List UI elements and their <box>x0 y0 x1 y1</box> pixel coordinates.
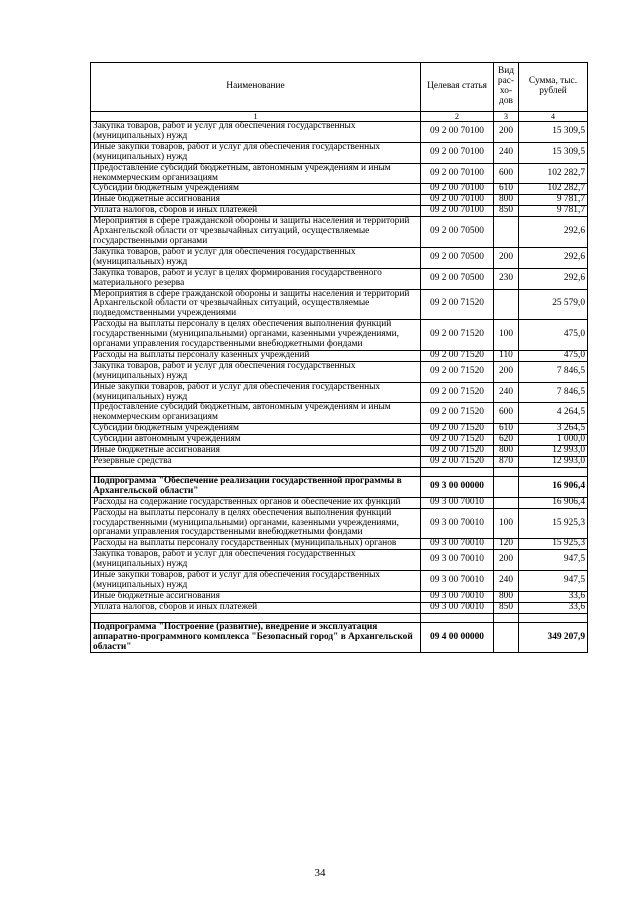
row-name: Предоставление субсидий бюджетным, автономным учреждениям и иным некоммерческим организациям <box>91 163 421 184</box>
row-code: 09 3 00 70010 <box>421 539 494 550</box>
row-name: Иные закупки товаров, работ и услуг для обеспечения государственных (муниципальных) нужд <box>91 382 421 403</box>
row-type: 600 <box>494 163 519 184</box>
row-code: 09 2 00 71520 <box>421 289 494 320</box>
table-row <box>91 361 588 382</box>
row-sum: 475,0 <box>519 320 588 351</box>
table-row <box>91 350 588 361</box>
header-name: Наименование <box>91 63 421 112</box>
column-number: 3 <box>494 112 519 122</box>
row-code: 09 2 00 71520 <box>421 403 494 424</box>
row-code: 09 2 00 70100 <box>421 122 494 143</box>
table-row <box>91 320 588 351</box>
budget-table <box>90 62 588 653</box>
row-type: 620 <box>494 435 519 446</box>
column-number: 4 <box>519 112 588 122</box>
row-sum: 12 993,0 <box>519 446 588 457</box>
row-name: Субсидии автономным учреждениям <box>91 435 421 446</box>
row-code: 09 2 00 70500 <box>421 268 494 289</box>
table-row <box>91 613 588 622</box>
table-row <box>91 497 588 508</box>
row-name: Закупка товаров, работ и услуг в целях формирования государственного материального резерва <box>91 268 421 289</box>
row-code: 09 3 00 70010 <box>421 550 494 571</box>
row-type: 100 <box>494 320 519 351</box>
row-sum <box>519 467 588 476</box>
header-sum: Сумма, тыс. рублей <box>519 63 588 112</box>
row-code: 09 3 00 70010 <box>421 497 494 508</box>
column-number: 1 <box>91 112 421 122</box>
row-type: 800 <box>494 446 519 457</box>
row-name: Предоставление субсидий бюджетным, автономным учреждениям и иным некоммерческим организациям <box>91 403 421 424</box>
table-row <box>91 268 588 289</box>
table-row <box>91 622 588 653</box>
row-type: 850 <box>494 602 519 613</box>
row-type: 200 <box>494 247 519 268</box>
row-type <box>494 289 519 320</box>
table-row <box>91 403 588 424</box>
row-sum: 7 846,5 <box>519 361 588 382</box>
table-row <box>91 217 588 248</box>
row-sum: 16 906,4 <box>519 497 588 508</box>
row-type <box>494 217 519 248</box>
row-type: 240 <box>494 382 519 403</box>
row-type <box>494 622 519 653</box>
table-row <box>91 435 588 446</box>
table-row <box>91 382 588 403</box>
row-sum: 349 207,9 <box>519 622 588 653</box>
row-code <box>421 467 494 476</box>
row-type: 600 <box>494 403 519 424</box>
row-sum: 25 579,0 <box>519 289 588 320</box>
row-sum: 947,5 <box>519 550 588 571</box>
row-name: Расходы на выплаты персоналу в целях обеспечения выполнения функций государственными (муниципальными) органами, казенными учреждениями, органами управления государственными внебюджетными фондами <box>91 320 421 351</box>
row-sum: 15 925,3 <box>519 539 588 550</box>
row-code: 09 2 00 71520 <box>421 361 494 382</box>
row-name: Расходы на выплаты персоналу государственных (муниципальных) органов <box>91 539 421 550</box>
row-code: 09 3 00 70010 <box>421 602 494 613</box>
table-body <box>91 122 588 653</box>
row-code: 09 3 00 70010 <box>421 508 494 539</box>
row-sum: 9 781,7 <box>519 206 588 217</box>
row-name: Иные закупки товаров, работ и услуг для обеспечения государственных (муниципальных) нужд <box>91 142 421 163</box>
row-sum: 7 846,5 <box>519 382 588 403</box>
row-name: Закупка товаров, работ и услуг для обеспечения государственных (муниципальных) нужд <box>91 247 421 268</box>
row-name: Уплата налогов, сборов и иных платежей <box>91 206 421 217</box>
row-name: Иные закупки товаров, работ и услуг для обеспечения государственных (муниципальных) нужд <box>91 571 421 592</box>
row-code: 09 4 00 00000 <box>421 622 494 653</box>
row-sum: 33,6 <box>519 591 588 602</box>
row-code: 09 2 00 70100 <box>421 142 494 163</box>
row-type: 200 <box>494 550 519 571</box>
table-row <box>91 142 588 163</box>
row-name: Субсидии бюджетным учреждениям <box>91 184 421 195</box>
row-code: 09 2 00 70500 <box>421 217 494 248</box>
row-sum: 102 282,7 <box>519 163 588 184</box>
row-type: 230 <box>494 268 519 289</box>
row-type: 610 <box>494 184 519 195</box>
header-type: Вид рас-хо-дов <box>494 63 519 112</box>
row-type <box>494 467 519 476</box>
row-sum: 102 282,7 <box>519 184 588 195</box>
row-code: 09 2 00 71520 <box>421 382 494 403</box>
column-number-row <box>91 112 588 122</box>
row-sum: 1 000,0 <box>519 435 588 446</box>
row-type: 610 <box>494 424 519 435</box>
row-code: 09 2 00 71520 <box>421 424 494 435</box>
row-sum: 15 309,5 <box>519 142 588 163</box>
row-type: 800 <box>494 195 519 206</box>
row-name: Иные бюджетные ассигнования <box>91 446 421 457</box>
table-row <box>91 508 588 539</box>
column-number: 2 <box>421 112 494 122</box>
row-sum: 12 993,0 <box>519 457 588 468</box>
row-sum: 9 781,7 <box>519 195 588 206</box>
header-row <box>91 63 588 112</box>
row-type: 200 <box>494 122 519 143</box>
table-row <box>91 122 588 143</box>
row-type <box>494 497 519 508</box>
row-code: 09 2 00 70100 <box>421 163 494 184</box>
row-type: 200 <box>494 361 519 382</box>
row-type: 110 <box>494 350 519 361</box>
row-code: 09 2 00 71520 <box>421 457 494 468</box>
table-row <box>91 289 588 320</box>
row-sum: 4 264,5 <box>519 403 588 424</box>
budget-page <box>90 62 587 653</box>
row-type: 240 <box>494 571 519 592</box>
row-sum <box>519 613 588 622</box>
row-code: 09 2 00 71520 <box>421 435 494 446</box>
row-name: Мероприятия в сфере гражданской обороны и защиты населения и территорий Архангельской области от чрезвычайных ситуаций, осуществляемые государственными органами <box>91 217 421 248</box>
row-name <box>91 613 421 622</box>
row-sum: 15 309,5 <box>519 122 588 143</box>
row-name: Иные бюджетные ассигнования <box>91 195 421 206</box>
row-name: Уплата налогов, сборов и иных платежей <box>91 602 421 613</box>
row-name: Субсидии бюджетным учреждениям <box>91 424 421 435</box>
row-type: 870 <box>494 457 519 468</box>
row-name: Резервные средства <box>91 457 421 468</box>
row-sum: 475,0 <box>519 350 588 361</box>
row-type: 800 <box>494 591 519 602</box>
row-sum: 947,5 <box>519 571 588 592</box>
row-name: Расходы на содержание государственных органов и обеспечение их функций <box>91 497 421 508</box>
table-row <box>91 602 588 613</box>
row-code: 09 3 00 70010 <box>421 591 494 602</box>
row-sum: 292,6 <box>519 217 588 248</box>
row-type: 100 <box>494 508 519 539</box>
table-row <box>91 247 588 268</box>
row-name: Закупка товаров, работ и услуг для обеспечения государственных (муниципальных) нужд <box>91 361 421 382</box>
row-name: Мероприятия в сфере гражданской обороны и защиты населения и территорий Архангельской области от чрезвычайных ситуаций, осуществляемые подведомственными учреждениями <box>91 289 421 320</box>
row-sum: 16 906,4 <box>519 476 588 497</box>
row-name: Закупка товаров, работ и услуг для обеспечения государственных (муниципальных) нужд <box>91 550 421 571</box>
row-sum: 292,6 <box>519 268 588 289</box>
row-sum: 3 264,5 <box>519 424 588 435</box>
page-number: 34 <box>314 867 326 879</box>
row-sum: 33,6 <box>519 602 588 613</box>
row-code: 09 2 00 71520 <box>421 350 494 361</box>
table-row <box>91 476 588 497</box>
row-code: 09 3 00 70010 <box>421 571 494 592</box>
table-row <box>91 163 588 184</box>
row-code: 09 3 00 00000 <box>421 476 494 497</box>
row-code: 09 2 00 70100 <box>421 184 494 195</box>
row-code: 09 2 00 71520 <box>421 320 494 351</box>
row-code: 09 2 00 70100 <box>421 206 494 217</box>
row-code: 09 2 00 70500 <box>421 247 494 268</box>
row-sum: 15 925,3 <box>519 508 588 539</box>
row-type: 850 <box>494 206 519 217</box>
table-row <box>91 457 588 468</box>
row-code <box>421 613 494 622</box>
row-sum: 292,6 <box>519 247 588 268</box>
header-code: Целевая статья <box>421 63 494 112</box>
row-type <box>494 613 519 622</box>
table-row <box>91 550 588 571</box>
row-name: Закупка товаров, работ и услуг для обеспечения государственных (муниципальных) нужд <box>91 122 421 143</box>
row-name: Подпрограмма "Обеспечение реализации государственной программы в Архангельской области" <box>91 476 421 497</box>
row-code: 09 2 00 71520 <box>421 446 494 457</box>
table-row <box>91 446 588 457</box>
row-type <box>494 476 519 497</box>
row-code: 09 2 00 70100 <box>421 195 494 206</box>
row-name: Расходы на выплаты персоналу в целях обеспечения выполнения функций государственными (муниципальными) органами, казенными учреждениями, органами управления государственными внебюджетными фондами <box>91 508 421 539</box>
row-type: 240 <box>494 142 519 163</box>
row-type: 120 <box>494 539 519 550</box>
row-name: Расходы на выплаты персоналу казенных учреждений <box>91 350 421 361</box>
row-name: Подпрограмма "Построение (развитие), внедрение и эксплуатация аппаратно-программного комплекса "Безопасный город" в Архангельской области" <box>91 622 421 653</box>
table-row <box>91 591 588 602</box>
table-row <box>91 571 588 592</box>
row-name: Иные бюджетные ассигнования <box>91 591 421 602</box>
